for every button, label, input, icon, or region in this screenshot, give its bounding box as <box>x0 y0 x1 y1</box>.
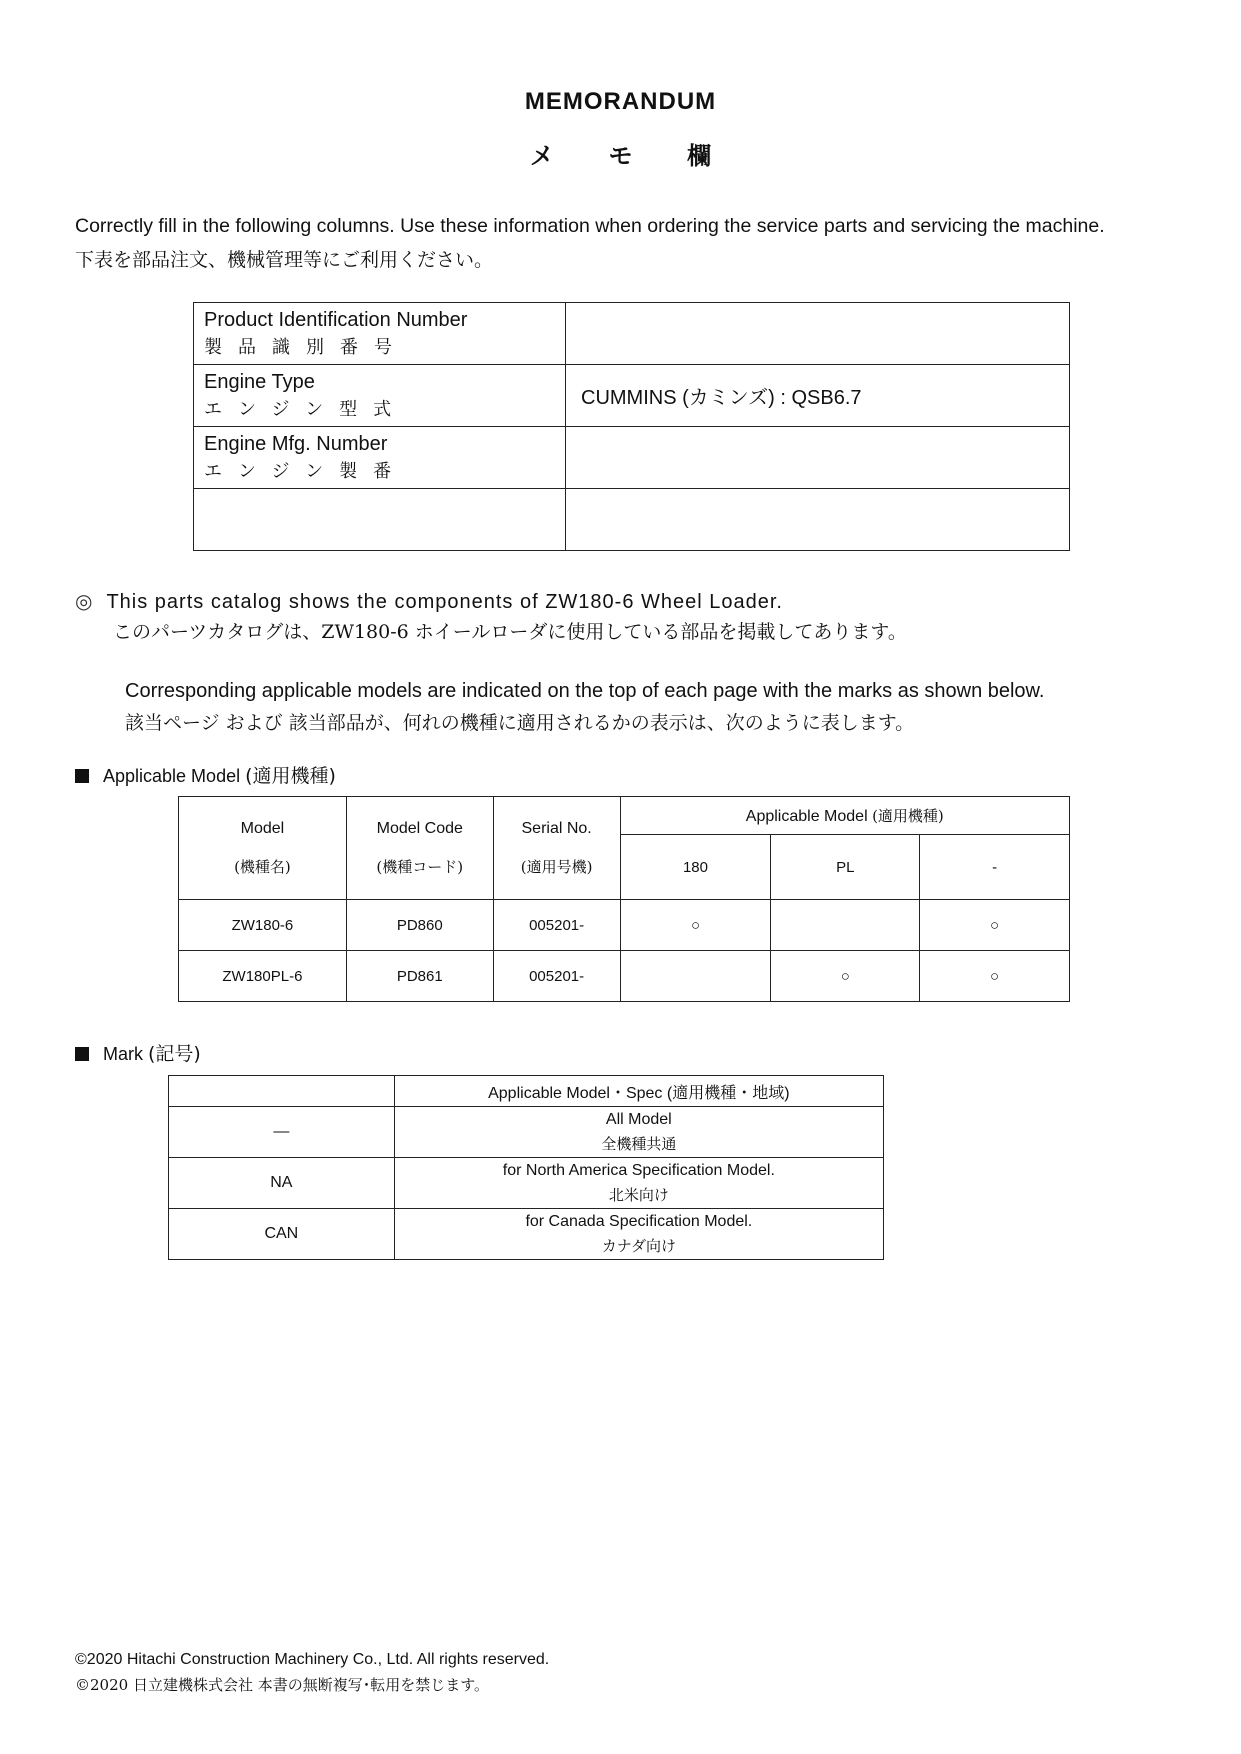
mark-desc-jp: 全機種共通 <box>601 1135 677 1153</box>
engine-type-label-jp: エンジン型式 <box>204 399 408 420</box>
mark-desc-en: for Canada Specification Model. <box>525 1213 753 1230</box>
mark-desc-en: All Model <box>605 1111 672 1128</box>
square-bullet-icon <box>75 1047 89 1061</box>
engine-mfg-value <box>566 427 1070 489</box>
row-code: PD861 <box>346 951 493 1002</box>
engine-mfg-label: Engine Mfg. Number <box>204 433 388 455</box>
table-row <box>169 1209 884 1260</box>
mark-table <box>168 1075 884 1260</box>
mark-spec-header: Applicable Model・Spec (適用機種・地域) <box>394 1076 883 1107</box>
applicable-model-heading: Applicable Model (適用機種) <box>75 761 336 788</box>
mark-symbol: — <box>169 1107 395 1158</box>
table-row <box>179 951 1070 1002</box>
blank-value <box>566 489 1070 551</box>
product-id-value <box>566 303 1070 365</box>
row-mark-pl: ○ <box>771 951 920 1002</box>
mark-desc-en: for North America Specification Model. <box>502 1162 775 1179</box>
sub-header-pl: PL <box>771 835 920 900</box>
info-row-product-id <box>194 303 1070 365</box>
row-mark-180: ○ <box>620 900 771 951</box>
row-serial: 005201- <box>493 900 620 951</box>
info-table <box>193 302 1070 551</box>
intro-text-jp: 下表を部品注文、機械管理等にご利用ください。 <box>75 249 494 271</box>
info-row-engine-mfg <box>194 427 1070 489</box>
mark-desc-jp: カナダ向け <box>601 1237 676 1255</box>
engine-type-label: Engine Type <box>204 371 315 393</box>
row-model: ZW180-6 <box>179 900 347 951</box>
sub-header-180: 180 <box>620 835 771 900</box>
square-bullet-icon <box>75 769 89 783</box>
corresponding-text-jp: 該当ページ および 該当部品が、何れの機種に適用されるかの表示は、次のように表します。 <box>125 712 915 734</box>
corresponding-text-en: Corresponding applicable models are indicated on the top of each page with the marks as shown below. <box>125 680 1045 702</box>
mark-symbol: CAN <box>169 1209 395 1260</box>
catalog-note <box>75 589 783 614</box>
copyright-jp: ©2020 日立建機株式会社 本書の無断複写･転用を禁じます。 <box>75 1676 490 1694</box>
table-row <box>179 900 1070 951</box>
copyright-en: ©2020 Hitachi Construction Machinery Co., Ltd. All rights reserved. <box>75 1651 550 1668</box>
row-serial: 005201- <box>493 951 620 1002</box>
catalog-note-en: This parts catalog shows the components of ZW180-6 Wheel Loader. <box>106 591 783 613</box>
row-model: ZW180PL-6 <box>179 951 347 1002</box>
info-row-engine-type <box>194 365 1070 427</box>
double-circle-icon: ◎ <box>75 589 93 613</box>
page-title: MEMORANDUM <box>524 88 717 115</box>
catalog-note-jp: このパーツカタログは、ZW180-6 ホイールローダに使用している部品を掲載してあります。 <box>113 621 907 643</box>
row-mark-dash: ○ <box>920 900 1070 951</box>
mark-col-header <box>169 1076 395 1107</box>
col-code-header: Model Code (機種コード) <box>346 797 493 900</box>
product-id-label: Product Identification Number <box>204 309 468 331</box>
sub-header-dash: - <box>920 835 1070 900</box>
row-code: PD860 <box>346 900 493 951</box>
row-mark-180 <box>620 951 771 1002</box>
product-id-label-jp: 製品識別番号 <box>204 337 408 358</box>
row-mark-pl <box>771 900 920 951</box>
engine-type-value: CUMMINS (カミンズ) : QSB6.7 <box>566 365 1070 427</box>
applicable-model-table <box>178 796 1070 1002</box>
intro-text-en: Correctly fill in the following columns. Use these information when ordering the service parts and servicing the machine. <box>75 215 1105 237</box>
table-row <box>169 1107 884 1158</box>
table-row <box>169 1158 884 1209</box>
col-applicable-header: Applicable Model (適用機種) <box>620 797 1069 835</box>
mark-heading: Mark (記号) <box>75 1039 201 1066</box>
col-serial-header: Serial No. (適用号機) <box>493 797 620 900</box>
row-mark-dash: ○ <box>920 951 1070 1002</box>
mark-desc-jp: 北米向け <box>608 1186 669 1204</box>
mark-symbol: NA <box>169 1158 395 1209</box>
page-subtitle: メ モ 欄 <box>529 143 712 170</box>
col-model-header: Model (機種名) <box>179 797 347 900</box>
info-row-blank <box>194 489 1070 551</box>
engine-mfg-label-jp: エンジン製番 <box>204 461 408 482</box>
